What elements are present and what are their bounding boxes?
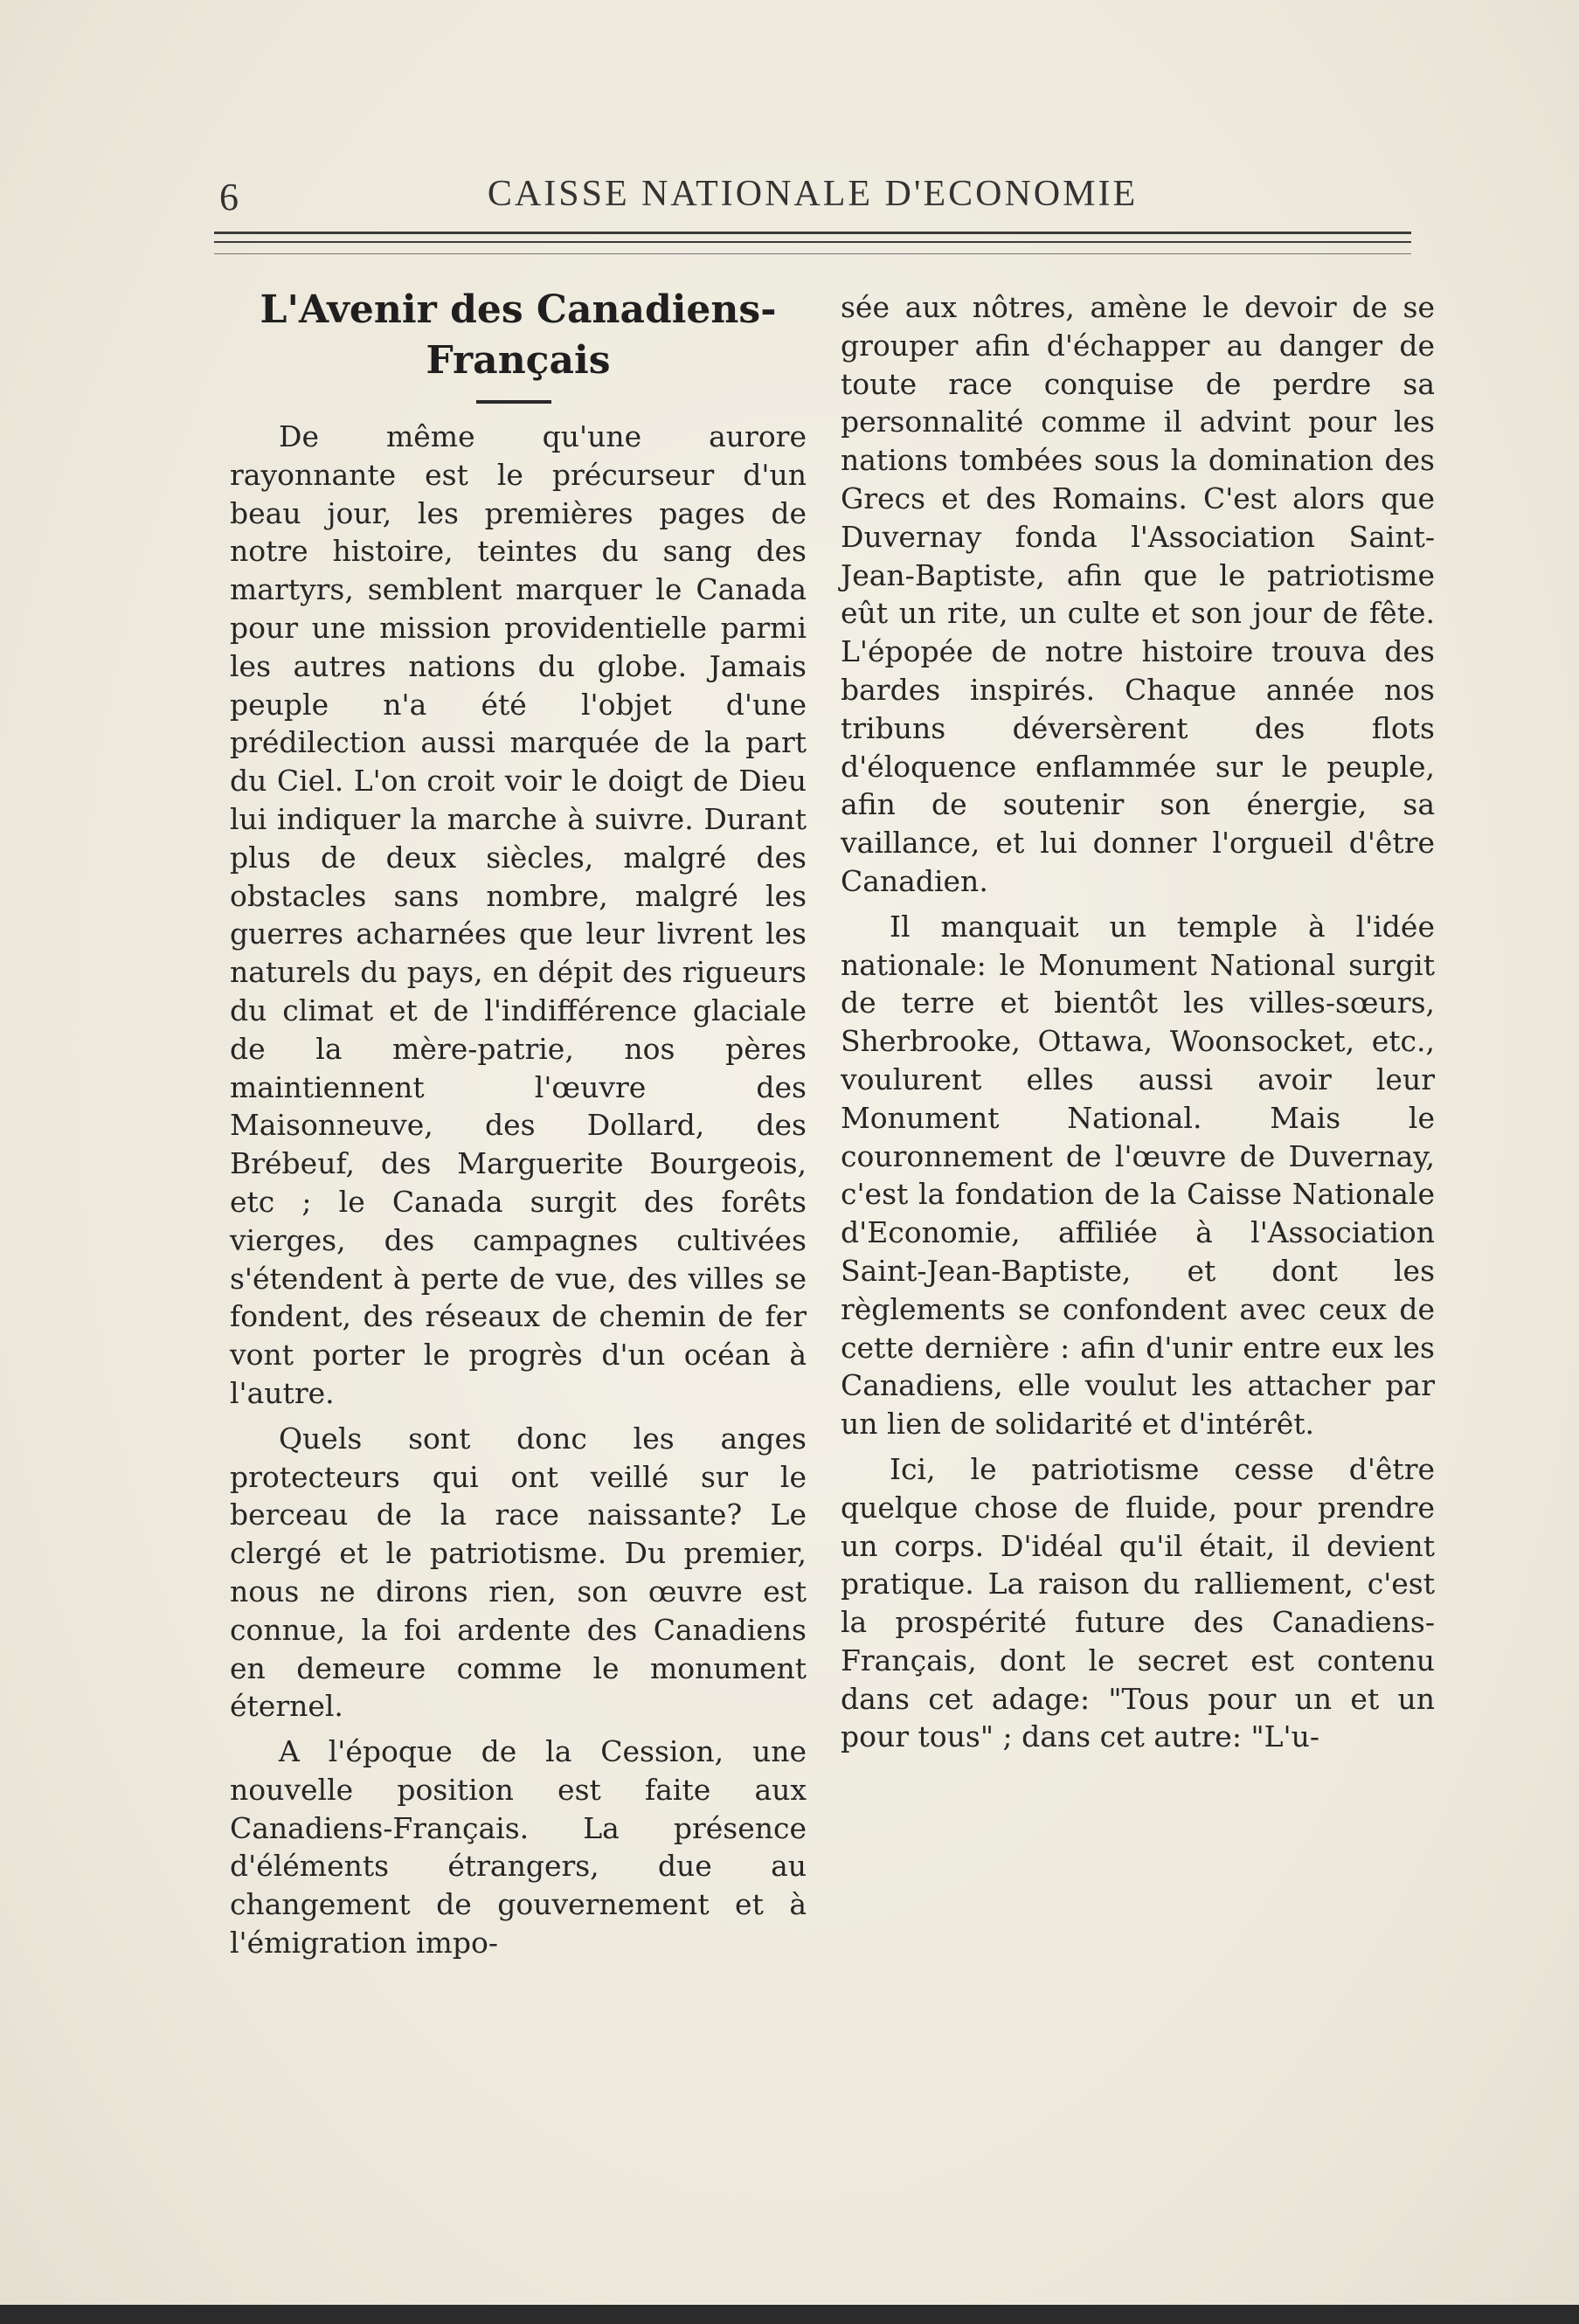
- paragraph: De même qu'une aurore rayonnante est le précurseur d'un beau jour, les premières pages de notre histoire, teintes du sang des martyrs, semblent marquer le Canada pour une mission providentielle parmi les autres nations du globe. Jamais peuple n'a été l'objet d'une prédilection aussi marquée de la part du Ciel. L'on croit voir le doigt de Dieu lui indiquer la marche à suivre. Durant plus de deux siècles, malgré des obstacles sans nombre, malgré les guerres acharnées que leur livrent les naturels du pays, en dépit des rigueurs du climat et de l'indifférence glaciale de la mère-patrie, nos pères maintiennent l'œuvre des Maisonneuve, des Dollard, des Brébeuf, des Marguerite Bourgeois, etc ; le Canada surgit des forêts vierges, des campagnes cultivées s'étendent à perte de vue, des villes se fondent, des réseaux de chemin de fer vont porter le progrès d'un océan à l'autre.: [230, 419, 807, 1410]
- header-rule: [214, 232, 1411, 234]
- article-title: [234, 285, 802, 386]
- header-rule: [214, 253, 1411, 254]
- paragraph: sée aux nôtres, amène le devoir de se grouper afin d'échapper au danger de toute race conquise de perdre sa personnalité comme il advint pour les nations tombées sous la domination des Grecs et des Romains. C'est alors que Duvernay fonda l'Association Saint-Jean-Baptiste, afin que le patriotisme eût un rite, un culte et son jour de fête. L'épopée de notre histoire trouva des bardes inspirés. Chaque année nos tribuns déversèrent des flots d'éloquence enflammée sur le peuple, afin de soutenir son énergie, sa vaillance, et lui donner l'orgueil d'être Canadien.: [841, 290, 1435, 898]
- scan-edge: [0, 2305, 1579, 2324]
- article-title-line: Français: [426, 338, 611, 383]
- page-header: [214, 171, 1411, 220]
- paragraph: Quels sont donc les anges protecteurs qui ont veillé sur le berceau de la race naissante? Le clergé et le patriotisme. Du premier, nous ne dirons rien, son œuvre est connue, la foi ardente des Canadiens en demeure comme le monument éternel.: [230, 1421, 807, 1724]
- right-column: [841, 288, 1435, 1763]
- title-underline: [476, 400, 551, 404]
- header-rule: [214, 241, 1411, 243]
- page-number: 6: [219, 176, 239, 218]
- paragraph: A l'époque de la Cession, une nouvelle position est faite aux Canadiens-Français. La présence d'éléments étrangers, due au changement de gouvernement et à l'émigration impo-: [230, 1734, 807, 1961]
- article-title-line: L'Avenir des Canadiens-: [260, 287, 777, 332]
- paragraph: Ici, le patriotisme cesse d'être quelque chose de fluide, pour prendre un corps. D'idéal qu'il était, il devient pratique. La raison du ralliement, c'est la prospérité future des Canadiens-Français, dont le secret est contenu dans cet adage: "Tous pour un et un pour tous" ; dans cet autre: "L'u-: [841, 1451, 1435, 1754]
- paragraph: Il manquait un temple à l'idée nationale: le Monument National surgit de terre et bientôt les villes-sœurs, Sherbrooke, Ottawa, Woonsocket, etc., voulurent elles aussi avoir leur Monument National. Mais le couronnement de l'œuvre de Duvernay, c'est la fondation de la Caisse Nationale d'Economie, affiliée à l'Association Saint-Jean-Baptiste, et dont les règlements se confondent avec ceux de cette dernière : afin d'unir entre eux les Canadiens, elle voulut les attacher par un lien de solidarité et d'intérêt.: [841, 909, 1435, 1442]
- left-column: [230, 418, 807, 1969]
- running-title: CAISSE NATIONALE D'ECONOMIE: [487, 174, 1139, 214]
